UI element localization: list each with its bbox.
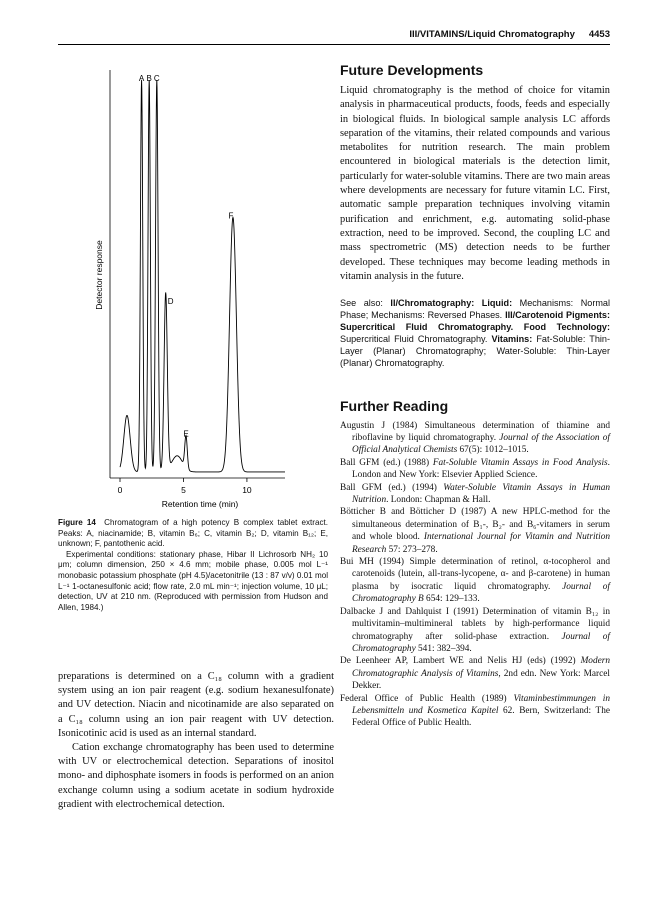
peak-label-d: D [167, 297, 174, 307]
section-heading: Further Reading [340, 397, 449, 414]
reference-title: Fat-Soluble Vitamin Assays in Food Analysis [432, 457, 608, 468]
reference-list [340, 420, 610, 730]
see-also-link[interactable]: II/Chromatography: Liquid: [390, 298, 513, 309]
reference-text: , 2nd edn. New York: Marcel Dekker. [352, 668, 610, 692]
reference-text: Ball GFM (ed.) (1988) [340, 457, 433, 468]
reference-text: 654: 129–133. [423, 594, 480, 605]
x-tick-labels [118, 485, 252, 495]
y-axis-label: Detector response [94, 240, 104, 310]
reference-text: 62. Bern, Switzerland: The Federal Office of Public Health. [352, 705, 610, 729]
peak-label-f: F [228, 211, 234, 221]
paragraph: Cation exchange chromatography has been used to determine with UV or electrochemical detection. Separations of inositol mono- and diphosphate isomers in foods is performed on an anion exchange column using a sodium acetate in sodium hydroxide gradient with electrochemical detection. [58, 742, 334, 810]
reference-text: Federal Office of Public Health (1989) [340, 693, 514, 704]
reference-text: Bötticher B and Bötticher D (1987) A new HPLC-method for the simultaneous determination of B₁-, B₂- and B₆-vitamers in serum and whole blood. [340, 507, 610, 543]
peak-label-c: C [153, 74, 160, 84]
reference-item [340, 655, 610, 692]
x-tick-marks [120, 478, 247, 482]
reference-title: Modern Chromatographic Analysis of Vitamins [352, 656, 610, 679]
see-also-link[interactable]: Vitamins: [491, 333, 533, 344]
reference-text: Dalbacke J and Dahlquist I (1991) Determination of vitamin B₁₂ in multivitamin–multimineral tablets by high-performance liquid chromatography after solid-phase extraction. [340, 606, 610, 642]
page-number: 4453 [588, 29, 610, 40]
reference-title: Water-Soluble Vitamin Assays in Human Nutrition [352, 482, 610, 506]
x-tick-label: 5 [181, 485, 186, 495]
reference-item [340, 482, 610, 507]
reference-title: Journal of Chromatography [352, 631, 610, 654]
see-also-link[interactable]: Food Technology: [523, 321, 610, 332]
right-column [340, 62, 610, 730]
reference-text: 541: 382–394. [415, 643, 472, 654]
see-also-text: Fat-Soluble: Thin-Layer (Planar) Chromatography; Water-Soluble: Thin-Layer (Planar) Chromatography. [340, 333, 610, 368]
x-axis-label: Retention time (min) [161, 499, 239, 509]
section-body: Liquid chromatography is the method of choice for vitamin analysis in pharmaceutical products, foods, feeds and especially in biological fluids. In biological sample analysis LC affords separation of the vitamins, their related compounds and various metabolites for nutrition research. The main problem encountered in biological materials is the detection limit, particularly for water-soluble vitamins. There are two main areas where developments are necessary for future vitamin LC. First, automatic sample preparation techniques involving vitamin purification and enrichment, e.g. automating solid-phase extraction, need to be improved. Second, the coupling LC and mass spectrometric (MS) detection needs to be further developed. These techniques may become leading methods in vitamin analysis in the future. [340, 85, 610, 282]
reference-text: 57: 273–278. [386, 544, 438, 555]
x-tick-label: 0 [117, 485, 123, 495]
x-tick-label: 10 [242, 485, 252, 495]
peak-labels [139, 74, 234, 439]
figure-caption [58, 518, 328, 613]
peak-label-a: A [138, 74, 145, 84]
reference-text: Augustin J (1984) Simultaneous determination of thiamine and riboflavine by liquid chromatography. [340, 420, 610, 443]
left-column-body [58, 670, 334, 812]
chromatogram-trace [120, 80, 285, 472]
reference-text: De Leenheer AP, Lambert WE and Nelis HJ (eds) (1992) [340, 656, 581, 667]
running-head [409, 29, 610, 40]
reference-item [340, 420, 610, 457]
reference-item [340, 556, 610, 606]
header-rule [58, 44, 610, 45]
figure-conditions: Experimental conditions: stationary phase, Hibar II Lichrosorb NH₂ 10 μm; column dimension, 250 × 4.6 mm; mobile phase, 0.005 mol L⁻¹ monobasic potassium phosphate (pH 4.5)/acetonitrile (13 : 87 v/v) 0.01 mol L⁻¹ 1-octanesulfonic acid; flow rate, 2.0 mL min⁻¹; injection volume, 10 μL; detection, UV at 210 nm. (Reproduced with permission from Hudson and Allen, 1984.) [58, 549, 328, 612]
reference-title: Journal of Chromatography B [352, 581, 610, 605]
reference-text: 67(5): 1012–1015. [457, 445, 529, 456]
section-heading: Future Developments [340, 62, 484, 78]
reference-item [340, 693, 610, 730]
reference-text: . London and New York: Elsevier Applied Science. [352, 457, 610, 481]
reference-item [340, 506, 610, 556]
reference-item [340, 606, 610, 656]
peak-label-e: E [183, 429, 189, 439]
reference-title: International Journal for Vitamin and Nutrition Research [352, 532, 610, 555]
figure-label: Figure 14 [58, 518, 96, 527]
reference-text: . London: Chapman & Hall. [386, 495, 491, 506]
see-also-link[interactable]: III/Carotenoid Pigments: Supercritical Fluid Chromatography. [340, 310, 610, 332]
reference-text: Ball GFM (ed.) (1994) [340, 482, 444, 493]
paragraph: preparations is determined on a C₁₈ column with a gradient system using an ion pair reagent (e.g. sodium hexanesulfonate) and UV detection. Niacin and nicotinamide are also separated on a C₁₈ column using an ion pair reagent with UV detection. Isonicotinic acid is used as an internal standard. [58, 671, 334, 739]
peak-label-b: B [146, 74, 152, 84]
reference-item [340, 457, 610, 482]
see-also [340, 298, 610, 369]
reference-title: Journal of the Association of Official Analytical Chemists [352, 433, 610, 456]
see-also-text: Mechanisms: Normal Phase; Mechanisms: Reversed Phases. [340, 298, 611, 321]
figure-caption-text: Chromatogram of a high potency B complex tablet extract. Peaks: A, niacinamide; B, vitamin B₆; C, vitamin B₂; D, vitamin B₁₂; E, unknown; F, pantothenic acid. [58, 518, 329, 549]
see-also-lead: See also: [340, 298, 383, 309]
reference-title: Vitaminbestimmungen in Lebensmitteln und Kosmetica Kapitel [352, 693, 610, 716]
reference-text: Bui MH (1994) Simple determination of retinol, α-tocopherol and carotenoids (lutein, all-trans-lycopene, α- and β-carotene) in human plasma by isocratic liquid chromatography. [340, 557, 610, 592]
section-title: III/VITAMINS/Liquid Chromatography [409, 29, 575, 40]
see-also-text: Supercritical Fluid Chromatography. [340, 333, 488, 344]
chromatogram-chart [90, 60, 290, 510]
